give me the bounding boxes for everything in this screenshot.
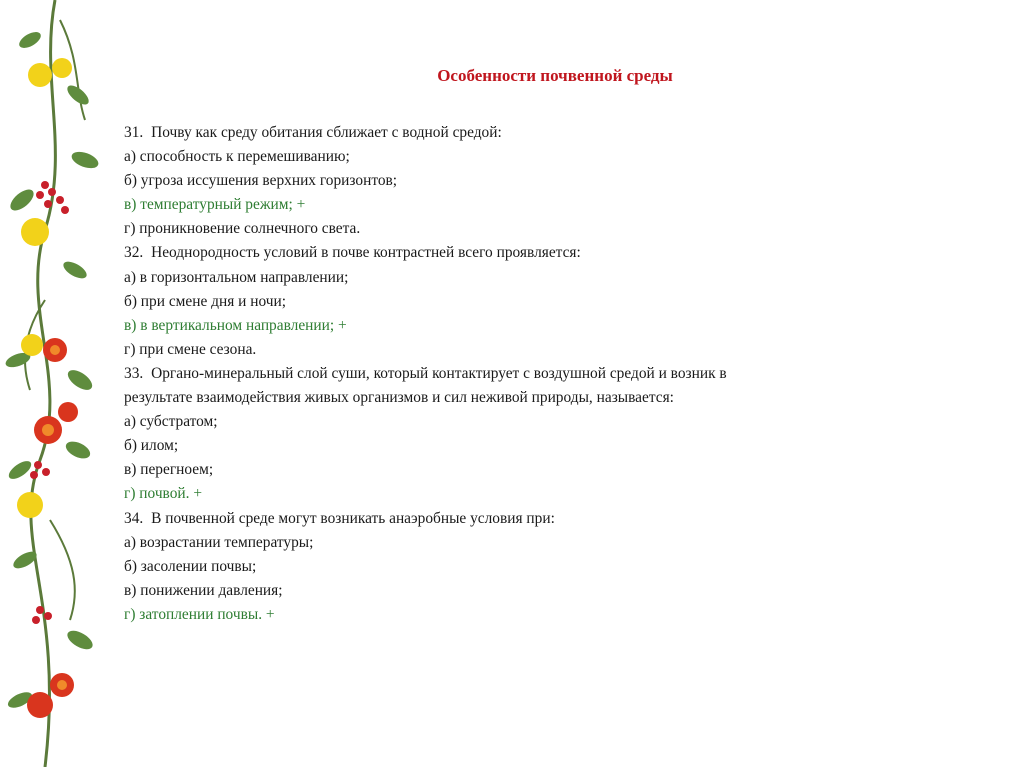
question-number: 33. (124, 364, 144, 382)
question-text-continuation: результате взаимодействия живых организмов и сил неживой природы, называется: (124, 389, 674, 407)
answer-option: а) в горизонтальном направлении; (124, 268, 349, 286)
question-number: 31. (124, 124, 144, 141)
floral-border-illustration (0, 0, 110, 767)
answer-option-correct: г) почвой. + (124, 485, 203, 503)
answer-option: а) возрастании температуры; (124, 533, 314, 551)
question-number: 34. (124, 509, 144, 527)
question-33 (124, 362, 924, 386)
question-number: 32. (124, 244, 144, 262)
question-text: В почвенной среде могут возникать анаэробные условия при: (151, 509, 555, 527)
question-text: Неоднородность условий в почве контрастней всего проявляется: (151, 244, 581, 262)
answer-option: б) засолении почвы; (124, 557, 257, 575)
answer-option: в) понижении давления; (124, 581, 283, 599)
question-text: Почву как среду обитания сближает с водной средой: (151, 124, 502, 141)
quiz-content (124, 121, 924, 627)
answer-option-correct: в) в вертикальном направлении; + (124, 316, 347, 334)
answer-option: б) при смене дня и ночи; (124, 292, 286, 310)
answer-option: а) способность к перемешиванию; (124, 148, 350, 166)
answer-option: г) при смене сезона. (124, 340, 257, 358)
question-text: Органо-минеральный слой суши, который контактирует с воздушной средой и возник в (151, 364, 727, 382)
question-34 (124, 507, 924, 531)
answer-option-correct: г) затоплении почвы. + (124, 605, 275, 623)
answer-option: г) проникновение солнечного света. (124, 220, 361, 238)
answer-option: а) субстратом; (124, 413, 218, 431)
page-title: Особенности почвенной среды (437, 66, 673, 85)
answer-option: б) илом; (124, 437, 179, 455)
question-31 (124, 121, 924, 145)
answer-option: б) угроза иссушения верхних горизонтов; (124, 172, 398, 190)
answer-option: в) перегноем; (124, 461, 214, 479)
question-32 (124, 241, 924, 265)
answer-option-correct: в) температурный режим; + (124, 196, 306, 214)
